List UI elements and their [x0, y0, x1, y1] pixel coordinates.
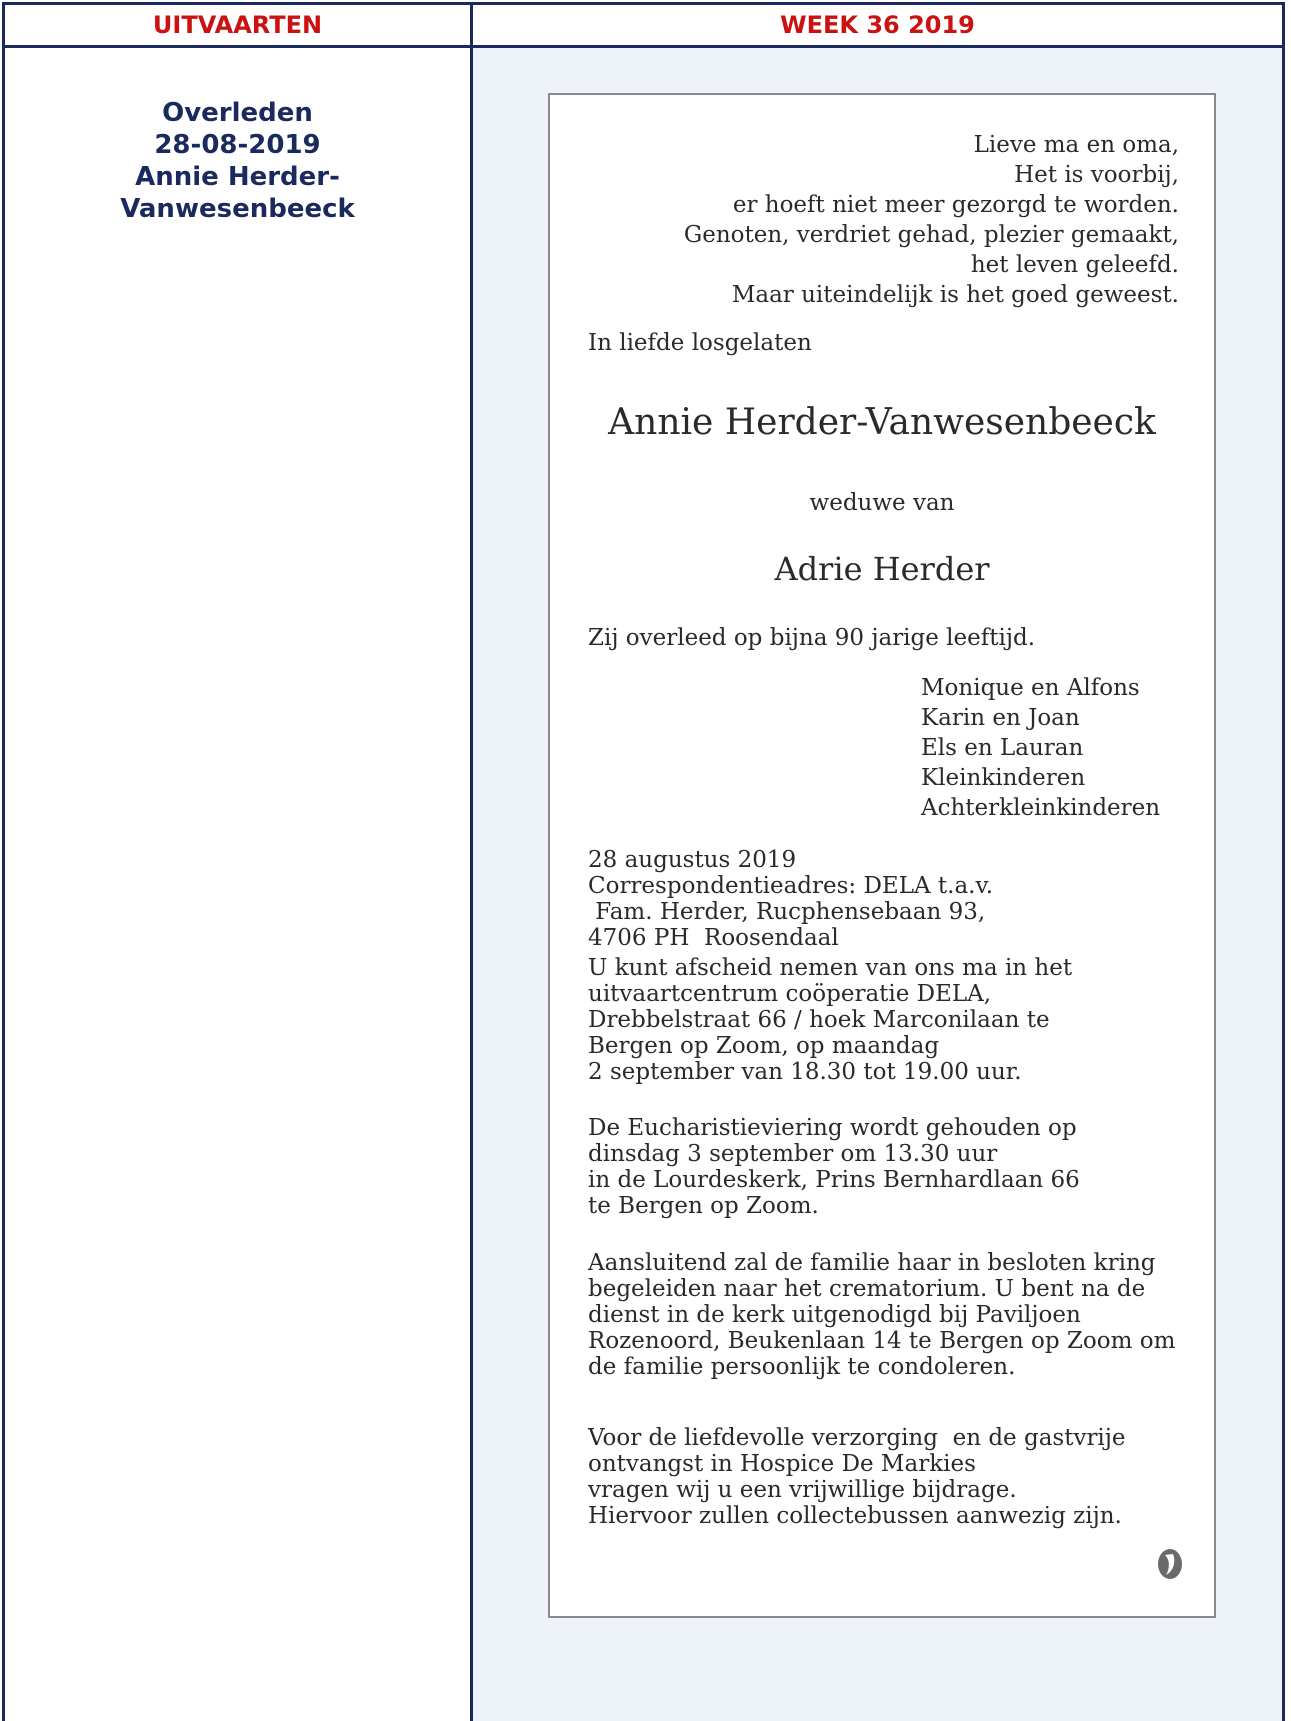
deceased-name-2: Vanwesenbeeck: [120, 194, 355, 224]
poem-line: Het is voorbij,: [1014, 162, 1179, 188]
poem-line: Genoten, verdriet gehad, plezier gemaakt,: [683, 222, 1179, 248]
donation-line: ontvangst in Hospice De Markies: [588, 1451, 976, 1477]
poem-line: het leven geleefd.: [970, 252, 1179, 278]
address-line: 28 augustus 2019: [588, 847, 797, 873]
after-line: de familie persoonlijk te condoleren.: [588, 1354, 1016, 1380]
donation-line: Hiervoor zullen collectebussen aanwezig zijn.: [588, 1503, 1122, 1529]
dove-logo-icon: [1156, 1547, 1184, 1581]
after-line: dienst in de kerk uitgenodigd bij Paviljoen: [588, 1302, 1081, 1328]
address-line: Correspondentieadres: DELA t.a.v.: [588, 873, 994, 899]
deceased-full-name: Annie Herder-Vanwesenbeeck: [608, 402, 1156, 443]
poem-line: Maar uiteindelijk is het goed geweest.: [731, 282, 1179, 308]
husband-name: Adrie Herder: [774, 550, 990, 588]
donation-info: [588, 1425, 1126, 1529]
after-line: begeleiden naar het crematorium. U bent na de: [588, 1276, 1146, 1302]
mass-info: [588, 1115, 1080, 1219]
family-member: Els en Lauran: [921, 735, 1084, 761]
farewell-line: Bergen op Zoom, op maandag: [588, 1033, 940, 1059]
mass-line: dinsdag 3 september om 13.30 uur: [588, 1141, 998, 1167]
correspondence-address: [588, 847, 993, 951]
mass-line: te Bergen op Zoom.: [588, 1193, 819, 1219]
family-member: Monique en Alfons: [921, 675, 1140, 701]
after-service-info: [588, 1250, 1175, 1380]
after-line: Rozenoord, Beukenlaan 14 te Bergen op Zoom om: [588, 1328, 1176, 1354]
notice-intro: In liefde losgelaten: [588, 330, 812, 356]
main-content: [473, 48, 1282, 1721]
deceased-date: 28-08-2019: [154, 130, 321, 160]
deceased-name-1: Annie Herder-: [135, 162, 340, 192]
sidebar: [5, 48, 470, 1721]
poem-line: er hoeft niet meer gezorgd te worden.: [732, 192, 1179, 218]
page-frame: [2, 2, 1285, 1721]
donation-line: Voor de liefdevolle verzorging en de gastvrije: [588, 1425, 1126, 1451]
death-notice: [548, 93, 1216, 1618]
farewell-line: U kunt afscheid nemen van ons ma in het: [588, 955, 1073, 981]
family-member: Achterkleinkinderen: [921, 795, 1161, 821]
mass-line: in de Lourdeskerk, Prins Bernhardlaan 66: [588, 1167, 1080, 1193]
poem: [684, 130, 1179, 310]
family-member: Kleinkinderen: [921, 765, 1086, 791]
after-line: Aansluitend zal de familie haar in besloten kring: [588, 1250, 1156, 1276]
farewell-info: [588, 955, 1072, 1085]
farewell-line: Drebbelstraat 66 / hoek Marconilaan te: [588, 1007, 1050, 1033]
address-line: Fam. Herder, Rucphensebaan 93,: [588, 899, 986, 925]
deceased-summary: [5, 97, 470, 225]
farewell-line: 2 september van 18.30 tot 19.00 uur.: [588, 1059, 1022, 1085]
deceased-status: Overleden: [162, 98, 313, 128]
family-list: [921, 673, 1160, 823]
age-statement: Zij overleed op bijna 90 jarige leeftijd.: [588, 625, 1036, 651]
widow-of-label: weduwe van: [809, 490, 955, 516]
family-member: Karin en Joan: [921, 705, 1080, 731]
poem-line: Lieve ma en oma,: [973, 132, 1179, 158]
donation-line: vragen wij u een vrijwillige bijdrage.: [588, 1477, 1017, 1503]
header-bar: [5, 5, 1282, 48]
week-title: WEEK 36 2019: [780, 11, 975, 39]
mass-line: De Eucharistieviering wordt gehouden op: [588, 1115, 1077, 1141]
address-line: 4706 PH Roosendaal: [588, 925, 839, 951]
farewell-line: uitvaartcentrum coöperatie DELA,: [588, 981, 992, 1007]
section-title: UITVAARTEN: [152, 11, 323, 39]
